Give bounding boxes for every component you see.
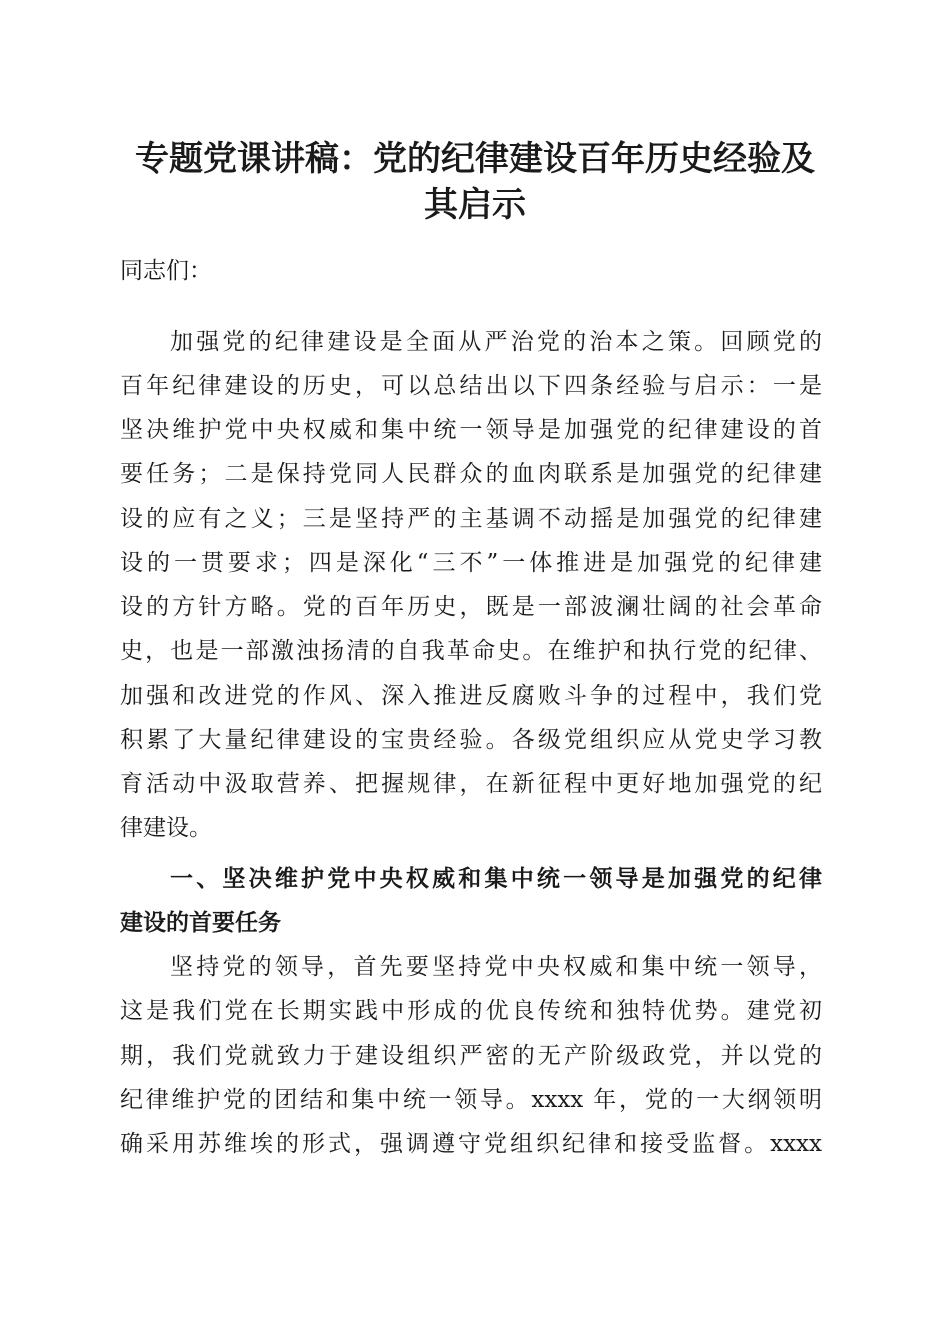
section-heading-line-1: 一、坚决维护党中央权威和集中统一领导是加强党的纪律	[170, 866, 822, 892]
paragraph-1-line: 育活动中汲取营养、把握规律，在新征程中更好地加强党的纪	[120, 771, 822, 797]
paragraph-2-line: 期，我们党就致力于建设组织严密的无产阶级政党，并以党的	[120, 1043, 822, 1069]
section-heading-line-2: 建设的首要任务	[120, 910, 281, 936]
paragraph-1-line: 设的应有之义；三是坚持严的主基调不动摇是加强党的纪律建	[120, 506, 822, 532]
paragraph-2-line: 这是我们党在长期实践中形成的优良传统和独特优势。建党初	[120, 998, 822, 1024]
paragraph-1-line: 积累了大量纪律建设的宝贵经验。各级党组织应从党史学习教	[120, 727, 822, 753]
document-title-line-2: 其启示	[424, 185, 526, 225]
paragraph-2-line: 纪律维护党的团结和集中统一领导。xxxx 年，党的一大纲领明	[120, 1087, 822, 1113]
paragraph-1-line: 加强党的纪律建设是全面从严治党的治本之策。回顾党的	[170, 329, 822, 355]
paragraph-1-line: 史，也是一部激浊扬清的自我革命史。在维护和执行党的纪律、	[120, 638, 822, 664]
paragraph-1-line: 设的方针方略。党的百年历史，既是一部波澜壮阔的社会革命	[120, 594, 822, 620]
paragraph-1-line: 坚决维护党中央权威和集中统一领导是加强党的纪律建设的首	[120, 417, 822, 443]
paragraph-1-line: 加强和改进党的作风、深入推进反腐败斗争的过程中，我们党	[120, 683, 822, 709]
document-title-line-1: 专题党课讲稿：党的纪律建设百年历史经验及	[135, 139, 815, 179]
paragraph-2-line: 坚持党的领导，首先要坚持党中央权威和集中统一领导，	[170, 954, 822, 980]
paragraph-1-line: 百年纪律建设的历史，可以总结出以下四条经验与启示：一是	[120, 373, 822, 399]
paragraph-1-line: 设的一贯要求；四是深化“三不”一体推进是加强党的纪律建	[120, 550, 822, 576]
paragraph-1-line: 律建设。	[120, 815, 212, 841]
paragraph-2-line: 确采用苏维埃的形式，强调遵守党组织纪律和接受监督。xxxx	[120, 1131, 822, 1157]
salutation: 同志们：	[120, 258, 212, 284]
paragraph-1-line: 要任务；二是保持党同人民群众的血肉联系是加强党的纪律建	[120, 461, 822, 487]
